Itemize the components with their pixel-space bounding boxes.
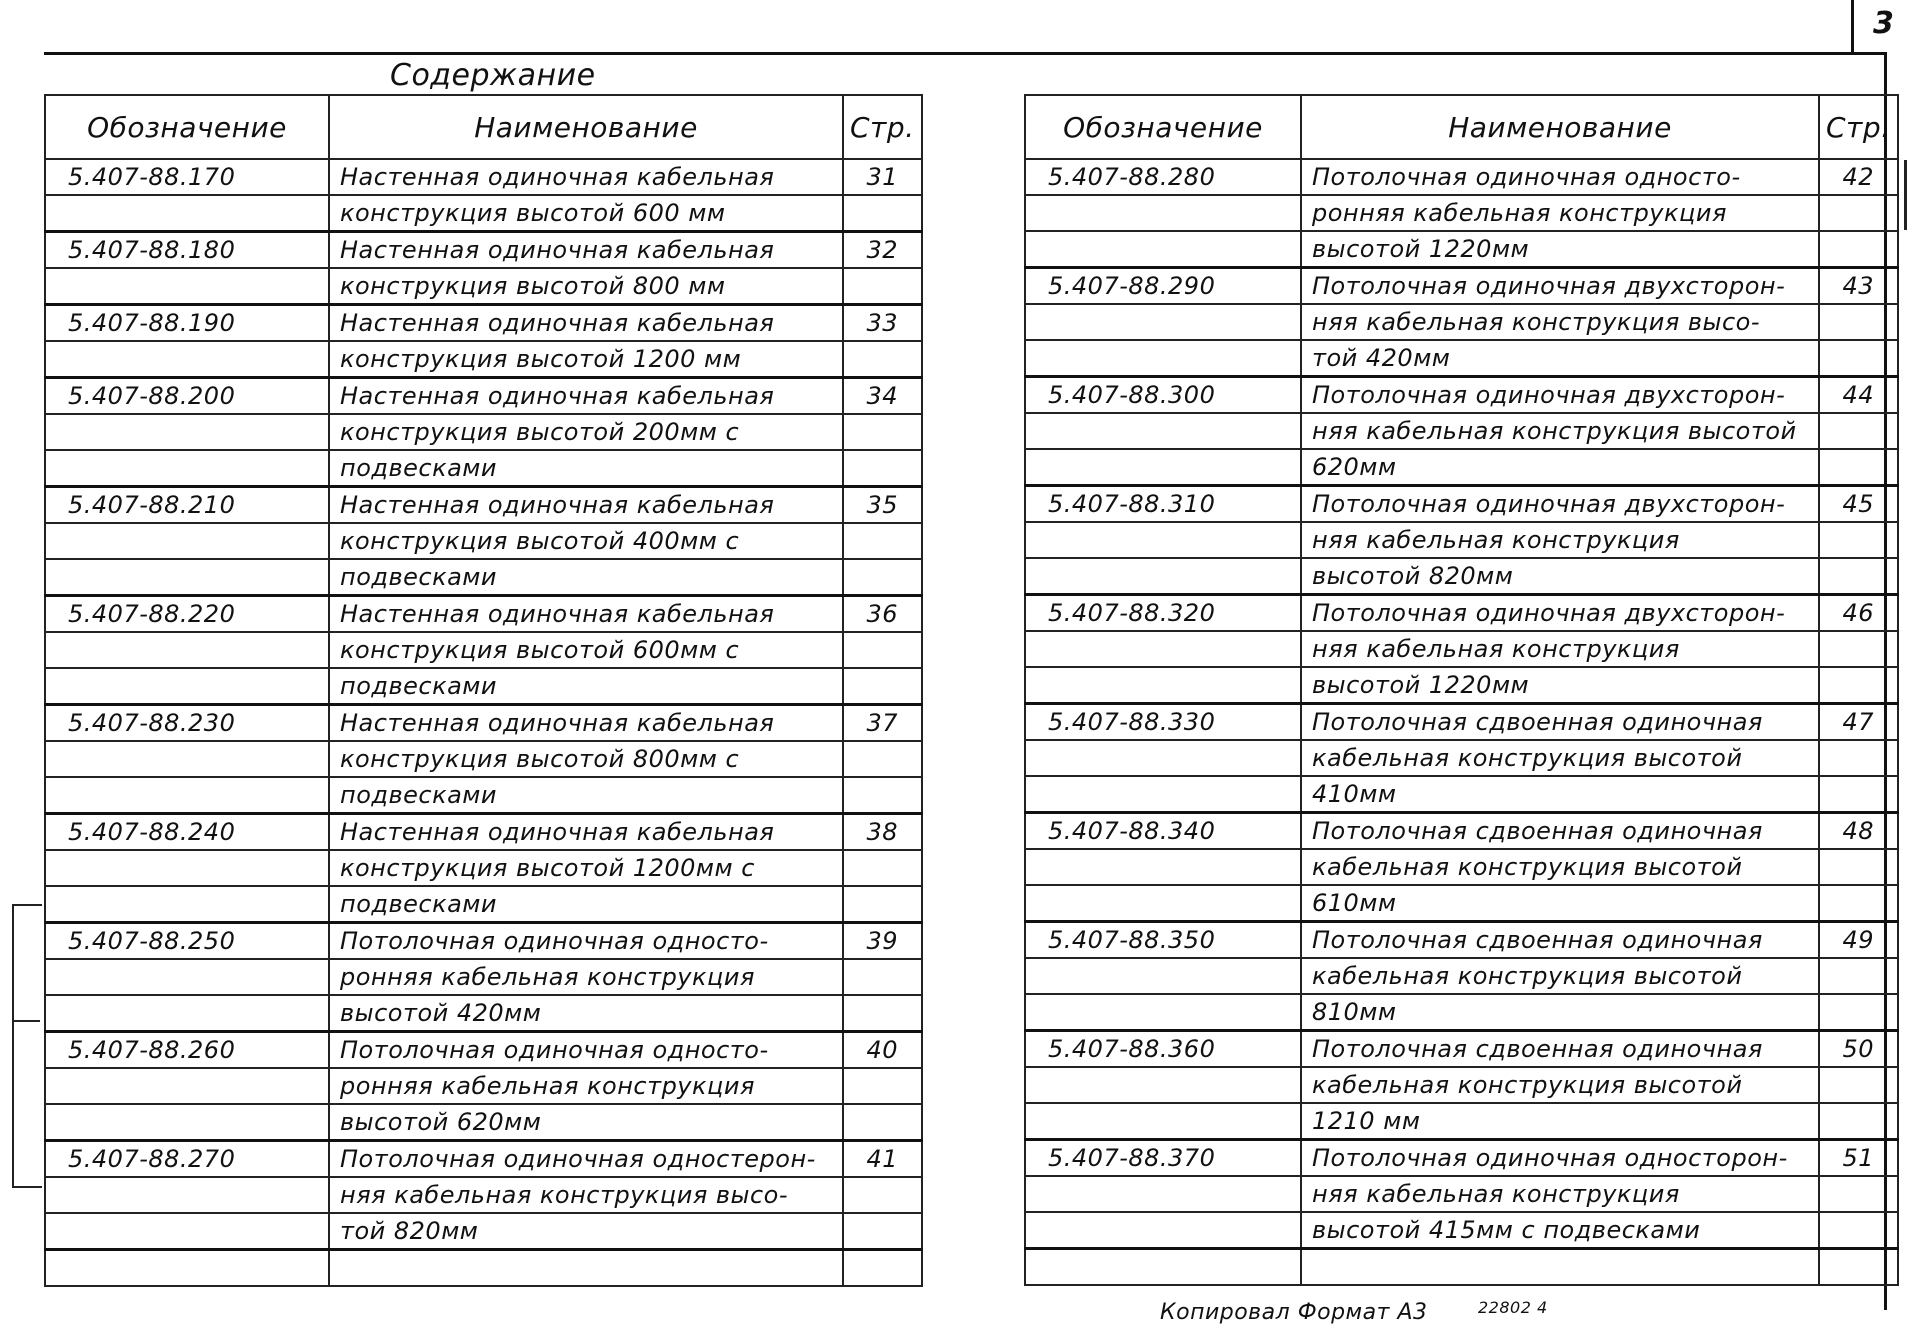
empty-cell xyxy=(1025,340,1301,377)
entry-name-line: высотой 1220мм xyxy=(1301,667,1819,704)
entry-name-line: конструкция высотой 600мм с xyxy=(329,632,843,668)
table-row xyxy=(1025,1103,1898,1140)
entry-name-line: ронняя кабельная конструкция xyxy=(329,959,843,995)
table-row xyxy=(45,159,922,195)
empty-cell xyxy=(1819,231,1898,268)
entry-name-line: Потолочная сдвоенная одиночная xyxy=(1301,1031,1819,1068)
empty-cell xyxy=(843,341,922,378)
entry-name-line: высотой 415мм с подвесками xyxy=(1301,1212,1819,1249)
table-row xyxy=(1025,704,1898,741)
empty-cell xyxy=(1025,740,1301,776)
empty-cell xyxy=(1025,304,1301,340)
entry-name-line: конструкция высотой 600 мм xyxy=(329,195,843,232)
footer-stamp: Копировал Формат А3 xyxy=(1160,1300,1428,1325)
entry-name-line: кабельная конструкция высотой xyxy=(1301,740,1819,776)
table-row xyxy=(45,959,922,995)
empty-cell xyxy=(1819,558,1898,595)
table-row xyxy=(45,850,922,886)
column-header-page: Стр. xyxy=(1819,95,1898,159)
empty-cell xyxy=(1025,1176,1301,1212)
entry-page: 34 xyxy=(843,378,922,415)
entry-name-line: Потолочная одиночная двухсторон- xyxy=(1301,268,1819,305)
entry-page: 50 xyxy=(1819,1031,1898,1068)
empty-cell xyxy=(1819,667,1898,704)
entry-name-line: кабельная конструкция высотой xyxy=(1301,1067,1819,1103)
table-row xyxy=(1025,413,1898,449)
entry-name-line: няя кабельная конструкция высотой xyxy=(1301,413,1819,449)
entry-name-line: ронняя кабельная конструкция xyxy=(1301,195,1819,231)
empty-cell xyxy=(1819,522,1898,558)
empty-cell xyxy=(843,1250,922,1287)
empty-cell xyxy=(45,777,329,814)
table-row xyxy=(45,232,922,269)
entry-page: 37 xyxy=(843,705,922,742)
entry-code: 5.407-88.230 xyxy=(45,705,329,742)
table-row xyxy=(1025,1031,1898,1068)
entry-name-line: Потолочная одиночная одностерон- xyxy=(329,1141,843,1178)
empty-cell xyxy=(843,450,922,487)
empty-cell xyxy=(45,341,329,378)
table-row xyxy=(1025,558,1898,595)
table-row xyxy=(45,1177,922,1213)
entry-page: 32 xyxy=(843,232,922,269)
empty-cell xyxy=(45,1068,329,1104)
empty-cell xyxy=(1819,1067,1898,1103)
entry-name-line: 1210 мм xyxy=(1301,1103,1819,1140)
table-header-row xyxy=(1025,95,1898,159)
empty-cell xyxy=(1819,1103,1898,1140)
table-row xyxy=(1025,958,1898,994)
table-row xyxy=(45,450,922,487)
margin-bracket xyxy=(12,904,42,1188)
empty-cell xyxy=(1819,340,1898,377)
empty-cell xyxy=(45,741,329,777)
empty-cell xyxy=(45,850,329,886)
table-row xyxy=(45,668,922,705)
entry-name-line: конструкция высотой 200мм с xyxy=(329,414,843,450)
empty-cell xyxy=(843,414,922,450)
table-row xyxy=(1025,667,1898,704)
empty-cell xyxy=(843,559,922,596)
table-row xyxy=(1025,813,1898,850)
empty-cell xyxy=(45,1213,329,1250)
entry-name-line: Потолочная одиночная односто- xyxy=(1301,159,1819,195)
empty-cell xyxy=(1819,413,1898,449)
empty-cell xyxy=(1819,631,1898,667)
entry-code: 5.407-88.260 xyxy=(45,1032,329,1069)
table-row-blank xyxy=(45,1250,922,1287)
table-row xyxy=(1025,740,1898,776)
entry-page: 41 xyxy=(843,1141,922,1178)
table-row xyxy=(1025,304,1898,340)
entry-name-line: ронняя кабельная конструкция xyxy=(329,1068,843,1104)
empty-cell xyxy=(843,850,922,886)
entry-code: 5.407-88.290 xyxy=(1025,268,1301,305)
table-row xyxy=(45,341,922,378)
entry-name-line: подвесками xyxy=(329,886,843,923)
empty-cell xyxy=(329,1250,843,1287)
entry-code: 5.407-88.340 xyxy=(1025,813,1301,850)
table-row xyxy=(1025,1176,1898,1212)
entry-code: 5.407-88.210 xyxy=(45,487,329,524)
table-row xyxy=(1025,377,1898,414)
empty-cell xyxy=(1819,776,1898,813)
empty-cell xyxy=(45,559,329,596)
table-row xyxy=(45,523,922,559)
footer-number: 22802 4 xyxy=(1478,1298,1548,1317)
entry-code: 5.407-88.300 xyxy=(1025,377,1301,414)
table-row xyxy=(1025,486,1898,523)
empty-cell xyxy=(1025,231,1301,268)
empty-cell xyxy=(1025,885,1301,922)
table-row xyxy=(45,1141,922,1178)
entry-name-line: конструкция высотой 1200 мм xyxy=(329,341,843,378)
entry-name-line: подвесками xyxy=(329,668,843,705)
column-header-page: Стр. xyxy=(843,95,922,159)
table-row xyxy=(45,1104,922,1141)
entry-name-line: Потолочная одиночная односто- xyxy=(329,923,843,960)
table-row xyxy=(1025,522,1898,558)
entry-code: 5.407-88.330 xyxy=(1025,704,1301,741)
entry-name-line: Настенная одиночная кабельная xyxy=(329,159,843,195)
entry-name-line: няя кабельная конструкция xyxy=(1301,522,1819,558)
empty-cell xyxy=(1301,1249,1819,1286)
table-row xyxy=(45,596,922,633)
empty-cell xyxy=(1025,1067,1301,1103)
entry-name-line: Настенная одиночная кабельная xyxy=(329,232,843,269)
entry-page: 47 xyxy=(1819,704,1898,741)
entry-code: 5.407-88.270 xyxy=(45,1141,329,1178)
table-row xyxy=(45,923,922,960)
entry-page: 35 xyxy=(843,487,922,524)
entry-name-line: Потолочная одиночная двухсторон- xyxy=(1301,377,1819,414)
table-row-blank xyxy=(1025,1249,1898,1286)
table-row xyxy=(1025,195,1898,231)
empty-cell xyxy=(843,1213,922,1250)
empty-cell xyxy=(45,523,329,559)
entry-name-line: конструкция высотой 800мм с xyxy=(329,741,843,777)
table-row xyxy=(45,632,922,668)
entry-name-line: 610мм xyxy=(1301,885,1819,922)
entry-code: 5.407-88.360 xyxy=(1025,1031,1301,1068)
table-row xyxy=(1025,922,1898,959)
entry-name-line: той 820мм xyxy=(329,1213,843,1250)
table-row xyxy=(1025,340,1898,377)
table-row xyxy=(45,378,922,415)
empty-cell xyxy=(1819,1176,1898,1212)
empty-cell xyxy=(1025,958,1301,994)
empty-cell xyxy=(843,995,922,1032)
entry-name-line: высотой 1220мм xyxy=(1301,231,1819,268)
entry-name-line: Потолочная сдвоенная одиночная xyxy=(1301,704,1819,741)
entry-page: 44 xyxy=(1819,377,1898,414)
entry-name-line: конструкция высотой 400мм с xyxy=(329,523,843,559)
table-row xyxy=(1025,1067,1898,1103)
column-header-name: Наименование xyxy=(1301,95,1819,159)
entry-name-line: Настенная одиночная кабельная xyxy=(329,487,843,524)
entry-name-line: няя кабельная конструкция высо- xyxy=(1301,304,1819,340)
entry-name-line: няя кабельная конструкция xyxy=(1301,631,1819,667)
empty-cell xyxy=(45,414,329,450)
empty-cell xyxy=(843,632,922,668)
entry-page: 51 xyxy=(1819,1140,1898,1177)
margin-tick xyxy=(12,1020,40,1022)
empty-cell xyxy=(45,668,329,705)
empty-cell xyxy=(1025,1249,1301,1286)
entry-name-line: Настенная одиночная кабельная xyxy=(329,596,843,633)
entry-name-line: подвесками xyxy=(329,559,843,596)
contents-table-right xyxy=(1024,94,1899,1286)
table-row xyxy=(45,741,922,777)
entry-code: 5.407-88.320 xyxy=(1025,595,1301,632)
empty-cell xyxy=(1819,958,1898,994)
entry-name-line: Потолочная одиночная двухсторон- xyxy=(1301,595,1819,632)
table-row xyxy=(1025,1140,1898,1177)
table-row xyxy=(1025,631,1898,667)
table-row xyxy=(1025,776,1898,813)
empty-cell xyxy=(843,777,922,814)
entry-name-line: высотой 620мм xyxy=(329,1104,843,1141)
entry-code: 5.407-88.170 xyxy=(45,159,329,195)
entry-name-line: кабельная конструкция высотой xyxy=(1301,849,1819,885)
empty-cell xyxy=(843,195,922,232)
table-row xyxy=(1025,849,1898,885)
entry-code: 5.407-88.180 xyxy=(45,232,329,269)
empty-cell xyxy=(1025,631,1301,667)
entry-code: 5.407-88.310 xyxy=(1025,486,1301,523)
table-row xyxy=(1025,1212,1898,1249)
entry-page: 31 xyxy=(843,159,922,195)
empty-cell xyxy=(1819,1212,1898,1249)
table-row xyxy=(45,305,922,342)
entry-code: 5.407-88.350 xyxy=(1025,922,1301,959)
entry-page: 33 xyxy=(843,305,922,342)
empty-cell xyxy=(1025,776,1301,813)
empty-cell xyxy=(45,1104,329,1141)
empty-cell xyxy=(1819,740,1898,776)
entry-code: 5.407-88.240 xyxy=(45,814,329,851)
contents-body-left xyxy=(45,159,922,1286)
empty-cell xyxy=(45,632,329,668)
entry-name-line: Потолочная одиночная односто- xyxy=(329,1032,843,1069)
empty-cell xyxy=(1819,994,1898,1031)
sheet-number: 3 xyxy=(1873,6,1895,41)
empty-cell xyxy=(45,995,329,1032)
entry-name-line: подвесками xyxy=(329,450,843,487)
table-row xyxy=(45,886,922,923)
empty-cell xyxy=(843,886,922,923)
table-row xyxy=(1025,449,1898,486)
column-header-code: Обозначение xyxy=(45,95,329,159)
table-row xyxy=(1025,595,1898,632)
entry-code: 5.407-88.370 xyxy=(1025,1140,1301,1177)
empty-cell xyxy=(843,268,922,305)
table-row xyxy=(45,705,922,742)
entry-name-line: Настенная одиночная кабельная xyxy=(329,814,843,851)
table-row xyxy=(45,995,922,1032)
edge-mark xyxy=(1904,160,1907,230)
empty-cell xyxy=(843,959,922,995)
entry-name-line: Потолочная одиночная двухсторон- xyxy=(1301,486,1819,523)
entry-name-line: высотой 420мм xyxy=(329,995,843,1032)
entry-code: 5.407-88.280 xyxy=(1025,159,1301,195)
entry-name-line: той 420мм xyxy=(1301,340,1819,377)
column-header-code: Обозначение xyxy=(1025,95,1301,159)
column-header-name: Наименование xyxy=(329,95,843,159)
entry-code: 5.407-88.220 xyxy=(45,596,329,633)
entry-name-line: 810мм xyxy=(1301,994,1819,1031)
entry-name-line: Потолочная одиночная односторон- xyxy=(1301,1140,1819,1177)
empty-cell xyxy=(45,450,329,487)
entry-name-line: конструкция высотой 1200мм с xyxy=(329,850,843,886)
entry-code: 5.407-88.250 xyxy=(45,923,329,960)
table-row xyxy=(1025,994,1898,1031)
table-row xyxy=(45,414,922,450)
entry-name-line: конструкция высотой 800 мм xyxy=(329,268,843,305)
table-row xyxy=(45,814,922,851)
empty-cell xyxy=(1025,1103,1301,1140)
empty-cell xyxy=(1025,522,1301,558)
document-title: Содержание xyxy=(390,58,596,93)
entry-code: 5.407-88.190 xyxy=(45,305,329,342)
empty-cell xyxy=(45,886,329,923)
empty-cell xyxy=(843,1068,922,1104)
entry-name-line: Настенная одиночная кабельная xyxy=(329,378,843,415)
table-row xyxy=(1025,159,1898,195)
empty-cell xyxy=(843,668,922,705)
contents-table-left xyxy=(44,94,923,1287)
empty-cell xyxy=(45,195,329,232)
empty-cell xyxy=(843,1104,922,1141)
table-row xyxy=(45,559,922,596)
empty-cell xyxy=(1025,558,1301,595)
empty-cell xyxy=(1819,885,1898,922)
empty-cell xyxy=(45,959,329,995)
entry-name-line: Потолочная сдвоенная одиночная xyxy=(1301,813,1819,850)
entry-name-line: Настенная одиночная кабельная xyxy=(329,705,843,742)
entry-page: 38 xyxy=(843,814,922,851)
entry-page: 49 xyxy=(1819,922,1898,959)
empty-cell xyxy=(1819,849,1898,885)
empty-cell xyxy=(1819,304,1898,340)
empty-cell xyxy=(1025,413,1301,449)
empty-cell xyxy=(1819,1249,1898,1286)
entry-name-line: 410мм xyxy=(1301,776,1819,813)
empty-cell xyxy=(45,1177,329,1213)
entry-name-line: Настенная одиночная кабельная xyxy=(329,305,843,342)
empty-cell xyxy=(45,268,329,305)
table-row xyxy=(1025,231,1898,268)
entry-name-line: подвесками xyxy=(329,777,843,814)
entry-page: 36 xyxy=(843,596,922,633)
table-row xyxy=(45,268,922,305)
entry-page: 43 xyxy=(1819,268,1898,305)
entry-name-line: высотой 820мм xyxy=(1301,558,1819,595)
empty-cell xyxy=(1025,195,1301,231)
entry-page: 48 xyxy=(1819,813,1898,850)
entry-name-line: 620мм xyxy=(1301,449,1819,486)
empty-cell xyxy=(1025,1212,1301,1249)
table-row xyxy=(45,1032,922,1069)
table-row xyxy=(1025,268,1898,305)
table-row xyxy=(45,777,922,814)
entry-name-line: няя кабельная конструкция xyxy=(1301,1176,1819,1212)
empty-cell xyxy=(843,741,922,777)
table-row xyxy=(45,1213,922,1250)
table-row xyxy=(45,195,922,232)
table-row xyxy=(45,1068,922,1104)
entry-page: 42 xyxy=(1819,159,1898,195)
contents-body-right xyxy=(1025,159,1898,1285)
table-row xyxy=(45,487,922,524)
entry-page: 45 xyxy=(1819,486,1898,523)
empty-cell xyxy=(1819,449,1898,486)
table-row xyxy=(1025,885,1898,922)
entry-name-line: няя кабельная конструкция высо- xyxy=(329,1177,843,1213)
table-header-row xyxy=(45,95,922,159)
empty-cell xyxy=(843,523,922,559)
entry-code: 5.407-88.200 xyxy=(45,378,329,415)
empty-cell xyxy=(1025,849,1301,885)
entry-page: 40 xyxy=(843,1032,922,1069)
empty-cell xyxy=(1819,195,1898,231)
empty-cell xyxy=(1025,667,1301,704)
empty-cell xyxy=(843,1177,922,1213)
empty-cell xyxy=(1025,449,1301,486)
entry-page: 39 xyxy=(843,923,922,960)
empty-cell xyxy=(45,1250,329,1287)
entry-page: 46 xyxy=(1819,595,1898,632)
entry-name-line: Потолочная сдвоенная одиночная xyxy=(1301,922,1819,959)
entry-name-line: кабельная конструкция высотой xyxy=(1301,958,1819,994)
empty-cell xyxy=(1025,994,1301,1031)
